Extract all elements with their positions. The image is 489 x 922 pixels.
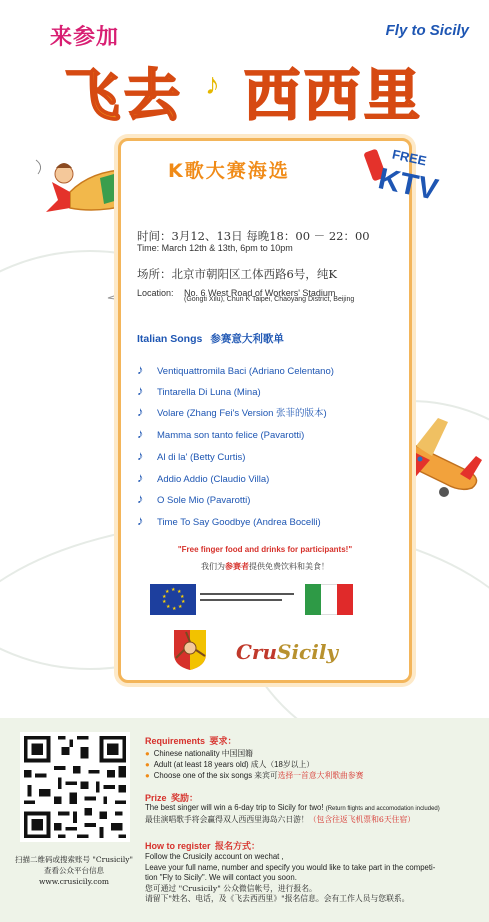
prize-zh-highlight: （包含往返飞机票和6天住宿） <box>308 815 416 824</box>
qr-code[interactable] <box>20 732 130 842</box>
fly-to-sicily-text: Fly to Sicily <box>385 22 469 39</box>
register-line: Leave your full name, number and specify you would like to take part in the competi- <box>145 862 436 872</box>
song-item <box>137 383 261 398</box>
song-title: O Sole Mio (Pavarotti) <box>157 495 251 506</box>
music-note-icon: ♪ <box>137 404 144 419</box>
song-item <box>137 404 327 419</box>
location-label: Location: <box>137 288 174 298</box>
register-instructions <box>145 852 485 905</box>
location-line2: (Gongti Xilu), Chun K Taipei, Chaoyang District, Beijing <box>184 296 355 303</box>
requirements-heading <box>145 731 237 749</box>
free-food-zh <box>118 561 412 572</box>
main-title-left: 飞去 <box>64 64 184 129</box>
requirement-text: Adult (at least 18 years old) 成人（18岁以上） <box>153 760 315 769</box>
music-note-icon: ♪ <box>137 383 144 398</box>
register-heading-zh: 报名方式： <box>214 841 260 851</box>
register-line: tion "Fly to Sicily". We will contact you soon. <box>145 873 297 882</box>
website-link[interactable]: www.crusicily.com <box>38 877 110 886</box>
main-title-right: 西西里 <box>244 64 424 129</box>
sicily-crest <box>172 628 208 672</box>
time-en: Time: March 12th & 13th, 6pm to 10pm <box>137 243 293 253</box>
free-food-en: "Free finger food and drinks for participants!" <box>177 545 353 554</box>
qr-caption-line: 扫描二维码或搜索账号 "Crusicily" <box>15 855 133 864</box>
requirement-text: Chinese nationality 中国国籍 <box>153 749 253 758</box>
song-title: Mamma son tanto felice (Pavarotti) <box>157 430 305 441</box>
come-join-text: 来参加 <box>50 25 120 50</box>
place-zh: 场所：北京市朝阳区工体西路6号，纯K <box>137 267 337 281</box>
italy-flag <box>305 584 353 615</box>
music-note-icon: ♪ <box>137 362 144 377</box>
song-item <box>137 448 245 463</box>
qr-caption <box>10 854 138 887</box>
music-note-icon: ♪ <box>137 491 144 506</box>
requirements-heading-en: Requirements <box>145 736 206 746</box>
prize-zh-main: 最佳演唱歌手将会赢得双人西西里海岛六日游！ <box>145 815 309 824</box>
ktv-free-label: FREE <box>390 146 428 169</box>
prize-text-zh <box>145 815 485 826</box>
song-item <box>137 513 321 528</box>
music-note-icon: ♪ <box>137 448 144 463</box>
song-title: Time To Say Goodbye (Andrea Bocelli) <box>157 517 321 528</box>
crusicily-sicily: Sicily <box>277 640 339 664</box>
music-note-icon: ♪ <box>205 68 220 101</box>
qr-caption-line: 查看公众平台信息 <box>44 866 104 875</box>
song-item <box>137 491 250 506</box>
ktv-label: KTV <box>375 162 441 207</box>
register-line: 请留下"姓名、电话，及《飞去西西里》"报名信息。会有工作人员与您联系。 <box>145 894 410 903</box>
requirement-item: ● Chinese nationality 中国国籍 <box>145 749 253 758</box>
location-line1: No. 6 West Road of Workers' Stadium <box>183 288 336 298</box>
prize-heading-en: Prize <box>145 793 167 803</box>
free-ktv-logo <box>368 146 448 220</box>
prize-text <box>145 803 485 815</box>
free-zh-post: 提供免费饮料和美食！ <box>249 562 329 571</box>
main-title <box>64 52 424 132</box>
prize-text-small: (Return flights and accomodation included) <box>325 806 440 812</box>
music-note-icon: ♪ <box>137 426 144 441</box>
requirements-heading-zh: 要求： <box>209 736 237 746</box>
music-note-icon: ♪ <box>137 470 144 485</box>
register-heading-en: How to register <box>145 841 211 851</box>
crusicily-cru: Cru <box>236 640 277 664</box>
song-title: Volare (Zhang Fei's Version 张菲的版本) <box>157 408 327 419</box>
requirement-item: ● Adult (at least 18 years old) 成人（18岁以上） <box>145 760 315 769</box>
song-title: Addio Addio (Claudio Villa) <box>157 474 270 485</box>
register-line: Follow the Crusicily account on wechat , <box>145 852 284 861</box>
free-zh-pre: 我们为 <box>201 562 225 571</box>
songs-heading-zh: 参赛意大利歌单 <box>210 333 284 345</box>
eu-flag: ★ ★ ★ ★ ★ ★ ★ ★ ★ ★ <box>150 584 196 615</box>
eu-funding-text <box>200 591 296 601</box>
song-item <box>137 470 269 485</box>
song-item <box>137 362 334 377</box>
song-title: Tintarella Di Luna (Mina) <box>157 387 261 398</box>
crusicily-logo <box>236 640 338 664</box>
song-title: Ventiquattromila Baci (Adriano Celentano) <box>157 366 334 377</box>
music-note-icon: ♪ <box>137 513 144 528</box>
free-zh-highlight: 参赛者 <box>225 561 249 571</box>
prize-text-en: The best singer will win a 6-day trip to Sicily for two! <box>145 803 324 812</box>
song-title: Al di la' (Betty Curtis) <box>157 452 246 463</box>
contest-banner: K歌大赛海选 <box>168 160 290 182</box>
register-line: 您可通过 "Crusicily" 公众微信帐号，进行报名。 <box>145 883 317 893</box>
requirement-text: Choose one of the six songs 来宾可 <box>153 771 278 780</box>
prize-heading-zh: 奖励： <box>170 793 198 803</box>
time-zh: 时间：3月12、13日 每晚18：00 － 22：00 <box>137 229 370 243</box>
songs-heading-en: Italian Songs <box>137 333 203 345</box>
songs-heading <box>137 331 284 346</box>
requirement-highlight: 选择一首意大利歌曲参赛 <box>277 771 364 780</box>
song-item <box>137 426 304 441</box>
requirement-item: ● Choose one of the six songs 来宾可选择一首意大利歌曲参赛 <box>145 771 364 780</box>
